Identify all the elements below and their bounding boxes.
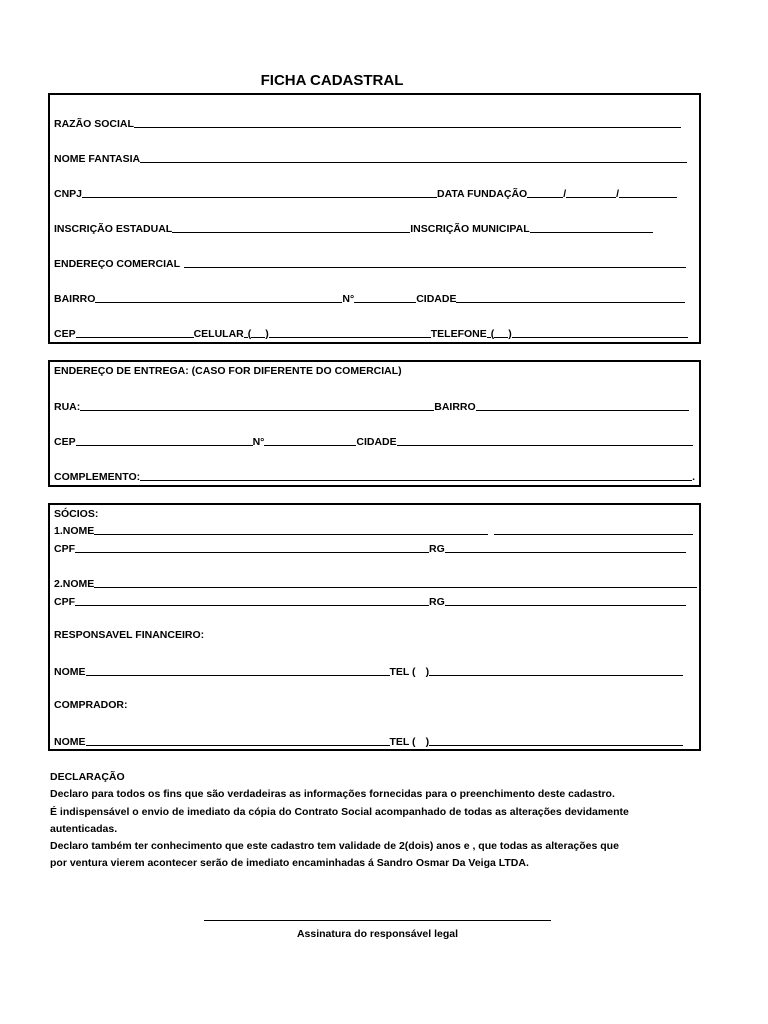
partner2-name-label: 2.NOME [54, 578, 95, 590]
declaration-line: Declaro também ter conhecimento que este cadastro tem validade de 2(dois) anos e , que todas as alterações que [50, 840, 619, 853]
partners-heading: SÓCIOS: [54, 508, 99, 520]
company-section [48, 93, 701, 344]
celular-area-code-field[interactable] [251, 337, 265, 338]
comprador-row [54, 734, 683, 748]
paren-open: ( [247, 328, 252, 340]
telefone-field[interactable] [512, 337, 688, 338]
partner2-name-row [54, 576, 697, 590]
partner2-cpf-label: CPF [54, 596, 75, 608]
date-separator: / [616, 188, 620, 200]
paren-close: ) [508, 328, 512, 340]
partner2-cpf-field[interactable] [75, 605, 429, 606]
partner2-rg-label: RG [429, 596, 445, 608]
comprador-name-label: NOME [54, 736, 86, 748]
declaration-line: por ventura vierem acontecer serão de imediato encaminhadas á Sandro Osmar Da Veiga LTDA. [50, 857, 529, 870]
cidade-label: CIDADE [416, 293, 457, 305]
financeiro-heading: RESPONSAVEL FINANCEIRO: [54, 629, 205, 641]
razao-social-field[interactable] [134, 127, 681, 128]
partner1-rg-label: RG [429, 543, 445, 555]
partner1-name-row [54, 523, 693, 537]
cidade-label: CIDADE [356, 436, 397, 448]
complemento-row [54, 469, 695, 483]
cep-label: CEP [54, 328, 76, 340]
data-fundacao-label: DATA FUNDAÇÃO [437, 188, 528, 200]
partners-section [48, 503, 701, 751]
partner2-rg-field[interactable] [445, 605, 686, 606]
bairro-row [54, 291, 685, 305]
cnpj-field[interactable] [82, 197, 437, 198]
comprador-name-field[interactable] [86, 745, 390, 746]
paren-close: ) [265, 328, 269, 340]
celular-label: CELULAR [193, 328, 244, 340]
telefone-label: TELEFONE [430, 328, 487, 340]
date-separator: / [563, 188, 567, 200]
nome-fantasia-row [54, 151, 687, 165]
inscricao-row [54, 221, 653, 235]
inscricao-estadual-field[interactable] [172, 232, 410, 233]
nome-fantasia-label: NOME FANTASIA [54, 153, 141, 165]
razao-social-label: RAZÃO SOCIAL [54, 118, 134, 130]
inscricao-estadual-label: INSCRIÇÃO ESTADUAL [54, 223, 173, 235]
cep-row [54, 434, 693, 448]
telefone-area-code-field[interactable] [494, 337, 508, 338]
partner1-name-extra-field[interactable] [494, 534, 693, 535]
partner1-cpf-label: CPF [54, 543, 75, 555]
inscricao-municipal-label: INSCRIÇÃO MUNICIPAL [410, 223, 530, 235]
rua-label: RUA: [54, 401, 81, 413]
declaration-line: autenticadas. [50, 822, 118, 835]
numero-field[interactable] [264, 445, 356, 446]
financeiro-row [54, 664, 683, 678]
data-fundacao-day-field[interactable] [527, 197, 563, 198]
paren-close: ) [425, 736, 430, 748]
numero-label: N° [342, 293, 355, 305]
signature-label: Assinatura do responsável legal [296, 928, 459, 940]
data-fundacao-month-field[interactable] [566, 197, 616, 198]
financeiro-name-label: NOME [54, 666, 86, 678]
numero-field[interactable] [354, 302, 416, 303]
partner1-cpf-field[interactable] [75, 552, 429, 553]
endereco-comercial-row [54, 256, 686, 270]
cep-field[interactable] [76, 337, 194, 338]
declaration-line: É indispensável o envio de imediato da cópia do Contrato Social acompanhado de todas as alterações devidamente [50, 805, 629, 818]
cnpj-row [54, 186, 677, 200]
complemento-field[interactable] [140, 480, 692, 481]
cep-row [54, 326, 688, 340]
rua-row [54, 399, 689, 413]
partner1-name-label: 1.NOME [54, 525, 95, 537]
comprador-tel-field[interactable] [429, 745, 683, 746]
comprador-tel-label: TEL ( [389, 736, 416, 748]
signature-line[interactable] [204, 920, 551, 921]
numero-label: N° [252, 436, 265, 448]
celular-field[interactable] [269, 337, 431, 338]
partner1-name-field[interactable] [94, 534, 488, 535]
comprador-heading: COMPRADOR: [54, 699, 128, 711]
paren-close: ) [425, 666, 430, 678]
endereco-comercial-field[interactable] [184, 267, 686, 268]
razao-social-row [54, 116, 681, 130]
cidade-field[interactable] [456, 302, 685, 303]
rua-field[interactable] [80, 410, 434, 411]
bairro-field[interactable] [476, 410, 689, 411]
declaration-line: Declaro para todos os fins que são verdadeiras as informações fornecidas para o preenchimento deste cadastro. [50, 788, 615, 801]
partner2-name-field[interactable] [94, 587, 697, 588]
cidade-field[interactable] [397, 445, 693, 446]
financeiro-tel-field[interactable] [429, 675, 683, 676]
endereco-comercial-label: ENDEREÇO COMERCIAL [54, 258, 181, 270]
financeiro-name-field[interactable] [86, 675, 390, 676]
data-fundacao-year-field[interactable] [619, 197, 677, 198]
bairro-label: BAIRRO [434, 401, 476, 413]
cep-label: CEP [54, 436, 76, 448]
partner1-rg-field[interactable] [445, 552, 686, 553]
cep-field[interactable] [76, 445, 253, 446]
partner1-cpf-row [54, 541, 686, 555]
complemento-label: COMPLEMENTO: [54, 471, 141, 483]
delivery-section [48, 360, 701, 487]
nome-fantasia-field[interactable] [140, 162, 687, 163]
bairro-field[interactable] [95, 302, 342, 303]
declaration-heading: DECLARAÇÃO [50, 771, 125, 783]
paren-open: ( [490, 328, 495, 340]
end-dot: . [692, 471, 695, 483]
declaration [50, 769, 730, 873]
cnpj-label: CNPJ [54, 188, 83, 200]
financeiro-tel-label: TEL ( [389, 666, 416, 678]
partner2-cpf-row [54, 594, 686, 608]
inscricao-municipal-field[interactable] [530, 232, 653, 233]
form-title: FICHA CADASTRAL [260, 72, 404, 89]
bairro-label: BAIRRO [54, 293, 96, 305]
delivery-heading: ENDEREÇO DE ENTREGA: (CASO FOR DIFERENTE DO COMERCIAL) [54, 365, 402, 377]
